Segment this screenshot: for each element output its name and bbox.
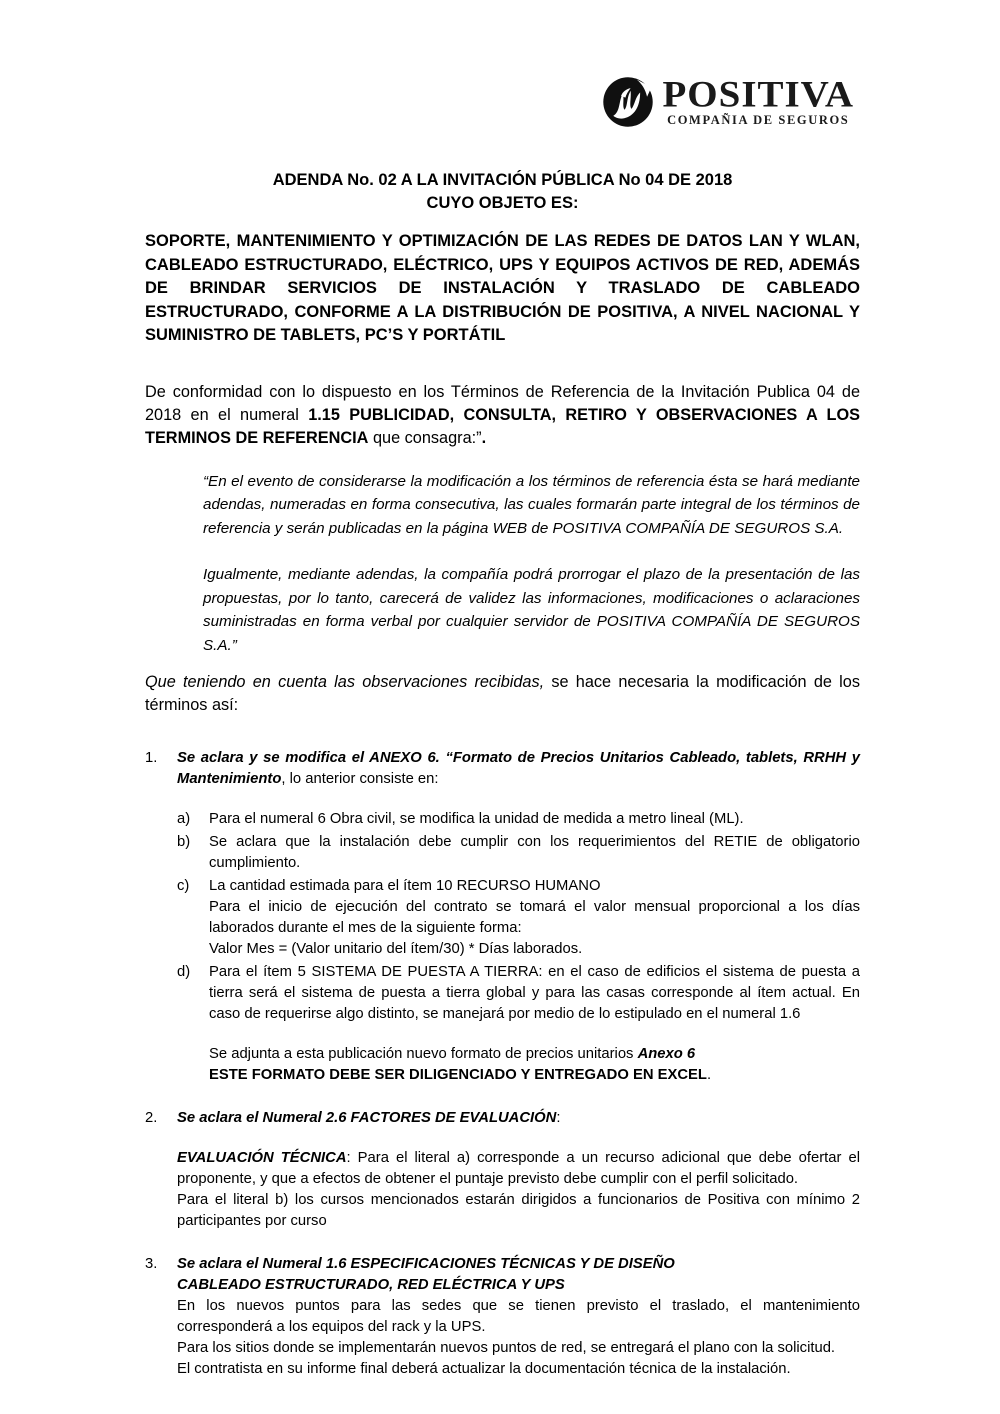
item2-paragraph-1 (177, 1148, 860, 1190)
item1-body (177, 748, 860, 1086)
item2-number: 2. (145, 1110, 158, 1126)
intro-text-after: que consagra:” (368, 428, 482, 447)
sub-c-line2: Para el inicio de ejecución del contrato se tomará el valor mensual proporcional a los días laborados durante el mes de la siguiente forma: (209, 899, 860, 936)
quote-paragraph-1: “En el evento de considerarse la modificación a los términos de referencia ésta se hará mediante adendas, numeradas en forma consecutiva, las cuales formarán parte integral de los términos de referencia y serán publicadas en la página WEB de POSITIVA COMPAÑÍA DE SEGUROS S.A. (203, 472, 860, 537)
object-paragraph: SOPORTE, MANTENIMIENTO Y OPTIMIZACIÓN DE LAS REDES DE DATOS LAN Y WLAN, CABLEADO ESTRUCTURADO, ELÉCTRICO, UPS Y EQUIPOS ACTIVOS DE RED, ADEMÁS DE BRINDAR SERVICIOS DE INSTALACIÓN Y TRASLADO DE CABLEADO ESTRUCTURADO, CONFORME A LA DISTRIBUCIÓN DE POSITIVA, A NIVEL NACIONAL Y SUMINISTRO DE TABLETS, PC’S Y PORTÁTIL (145, 232, 860, 344)
sub-a-text: Para el numeral 6 Obra civil, se modifica la unidad de medida a metro lineal (ML). (209, 811, 744, 827)
item1-heading-emph: Se aclara y se modifica el ANEXO 6. “Formato de Precios Unitarios Cableado, tablets, RRHH y Mantenimiento (177, 750, 860, 787)
item3-number: 3. (145, 1256, 158, 1272)
intro-text-before: De conformidad con lo dispuesto en los Términos de Referencia de la Invitación Publica 04 de 2018 en el numeral (145, 382, 860, 424)
item1-note-line1 (209, 1044, 860, 1065)
positiva-swirl-icon (602, 76, 654, 128)
sub-item-c (177, 876, 860, 960)
doc-title-line1: ADENDA No. 02 A LA INVITACIÓN PÚBLICA No 04 DE 2018 (272, 171, 733, 189)
sub-c-body (209, 876, 860, 960)
item3-paragraph-2: Para los sitios donde se implementarán nuevos puntos de red, se entregará el plano con la solicitud. (177, 1340, 836, 1356)
logo-text (662, 73, 854, 127)
doc-title-line2: CUYO OBJETO ES: (426, 194, 579, 212)
intro-paragraph (145, 381, 860, 450)
item2-body1-emph: EVALUACIÓN TÉCNICA (177, 1150, 347, 1166)
item2-body1-rest: : Para el literal a) corresponde a un recurso adicional que debe ofertar el proponente, y que a efectos de obtener el puntaje previsto debe cumplir con el perfil solicitado. (177, 1150, 860, 1187)
item1-sublist (177, 809, 860, 1025)
doc-title (145, 169, 860, 215)
transition-regular: se hace necesaria la modificación de los términos así: (145, 673, 860, 714)
sub-item-b (177, 832, 860, 874)
brand-name: POSITIVA (662, 73, 854, 115)
item2-heading-emph: Se aclara el Numeral 2.6 FACTORES DE EVALUACIÓN (177, 1110, 557, 1126)
item1-note2-bold: ESTE FORMATO DEBE SER DILIGENCIADO Y ENTREGADO EN EXCEL (209, 1067, 707, 1083)
item1-note-emph: Anexo 6 (637, 1046, 696, 1062)
sub-a-label: a) (177, 811, 191, 827)
item3-heading-line1: Se aclara el Numeral 1.6 ESPECIFICACIONES TÉCNICAS Y DE DISEÑO (177, 1256, 675, 1272)
item1-heading-rest: , lo anterior consiste en: (281, 771, 439, 787)
item1-heading (177, 748, 860, 790)
item2-heading (177, 1108, 860, 1129)
sub-b-text: Se aclara que la instalación debe cumplir con los requerimientos del RETIE de obligatorio cumplimiento. (209, 834, 860, 871)
sub-b-label: b) (177, 834, 191, 850)
intro-bold-reference: 1.15 PUBLICIDAD, CONSULTA, RETIRO Y OBSERVACIONES A LOS TERMINOS DE REFERENCIA (145, 405, 860, 447)
item2-paragraph-2: Para el literal b) los cursos mencionados estarán dirigidos a funcionarios de Positiva con mínimo 2 participantes por curso (177, 1192, 860, 1229)
sub-d-text: Para el ítem 5 SISTEMA DE PUESTA A TIERRA: en el caso de edificios el sistema de puesta a tierra será el sistema de puesta a tierra global y para las casas corresponde al ítem actual. En caso de requerirse algo distinto, se manejará por medio de lo estipulado en el numeral 1.6 (209, 964, 860, 1022)
item1-note-line2 (209, 1065, 860, 1086)
sub-d-label: d) (177, 964, 191, 980)
list-item-3 (145, 1254, 860, 1380)
item1-number: 1. (145, 750, 158, 766)
logo-row (145, 73, 860, 131)
item1-note2-period: . (706, 1067, 712, 1083)
item1-note-text: Se adjunta a esta publicación nuevo formato de precios unitarios (209, 1046, 638, 1062)
item3-paragraph-3: El contratista en su informe final deberá actualizar la documentación técnica de la instalación. (177, 1361, 791, 1377)
list-item-1 (145, 748, 860, 1086)
item3-body (177, 1254, 860, 1380)
numbered-items (145, 748, 860, 1380)
sub-item-d (177, 962, 860, 1025)
brand-tagline: COMPAÑIA DE SEGUROS (667, 112, 850, 127)
transition-italic: Que teniendo en cuenta las observaciones recibidas, (145, 673, 545, 691)
item3-heading-line2: CABLEADO ESTRUCTURADO, RED ELÉCTRICA Y UPS (177, 1277, 565, 1293)
item1-attachment-note (177, 1044, 860, 1086)
sub-c-line1: La cantidad estimada para el ítem 10 RECURSO HUMANO (209, 878, 601, 894)
sub-item-a (177, 809, 860, 830)
intro-period: . (481, 428, 487, 447)
sub-c-label: c) (177, 878, 190, 894)
list-item-2 (145, 1108, 860, 1232)
item2-heading-rest: : (556, 1110, 561, 1126)
quote-paragraph-2: Igualmente, mediante adendas, la compañía podrá prorrogar el plazo de la presentación de las propuestas, por lo tanto, carecerá de validez las informaciones, modificaciones o aclaraciones suministradas en forma verbal por cualquier servidor de POSITIVA COMPAÑÍA DE SEGUROS S.A.” (203, 566, 860, 654)
sub-c-line3: Valor Mes = (Valor unitario del ítem/30) * Días laborados. (209, 941, 583, 957)
transition-paragraph (145, 671, 860, 717)
item2-body (177, 1108, 860, 1232)
positiva-logo (602, 73, 854, 131)
item3-paragraph-1: En los nuevos puntos para las sedes que se tienen previsto el traslado, el mantenimiento corresponderá a los equipos del rack y la UPS. (177, 1298, 860, 1335)
